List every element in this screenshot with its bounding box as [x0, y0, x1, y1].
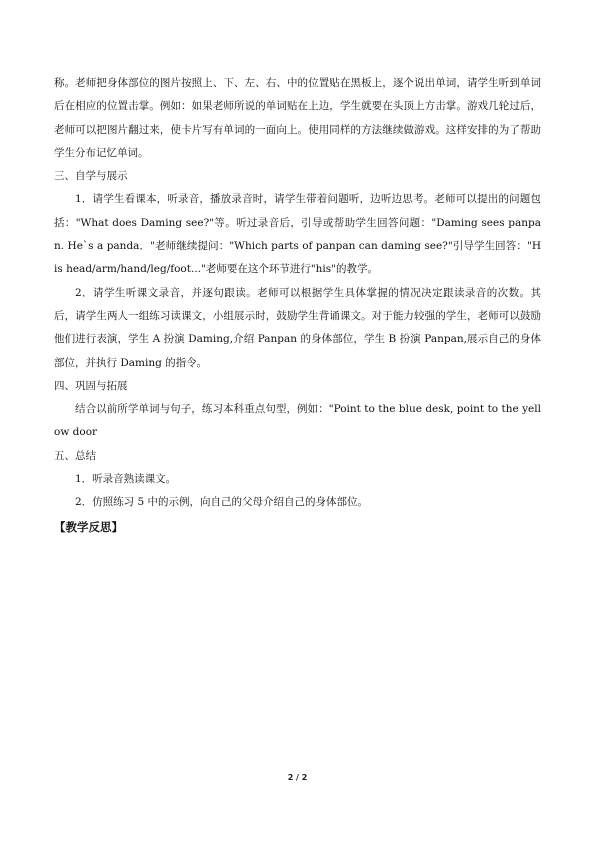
- page-number: 2 / 2: [287, 773, 308, 782]
- document-body: [54, 72, 541, 539]
- section-heading-summary: 五、总结: [54, 449, 96, 462]
- paragraph-summary-item-1: 1．听录音熟读课文。: [75, 473, 177, 486]
- section-heading-teaching-reflection: 【教学反思】: [54, 519, 123, 534]
- paragraph-summary-item-2: 2．仿照练习 5 中的示例，向自己的父母介绍自己的身体部位。: [75, 496, 369, 509]
- paragraph-game-description: 称。老师把身体部位的图片按照上、下、左、右、中的位置贴在黑板上，逐个说出单词，请学生听到单词后在相应的位置击掌。例如：如果老师所说的单词贴在上边，学生就要在头顶上方击掌。游戏几轮过后，老师可以把图片翻过来，使卡片写有单词的一面向上。使用同样的方法继续做游戏。这样安排的为了帮助学生分布记忆单词。: [54, 77, 541, 159]
- section-heading-consolidation: 四、巩固与拓展: [54, 379, 128, 392]
- paragraph-listening-step-2: 2．请学生听课文录音，并逐句跟读。老师可以根据学生具体掌握的情况决定跟读录音的次数。其后，请学生两人一组练习读课文，小组展示时，鼓励学生背诵课文。对于能力较强的学生，老师可以鼓励他们进行表演，学生 A 扮演 Daming,介绍 Panpan 的身体部位，学生 B 扮演 Panpan,展示自己的身体部位，并执行 Daming 的指令。: [54, 286, 541, 369]
- paragraph-listening-step-1: 1．请学生看课本，听录音，播放录音时，请学生带着问题听，边听边思考。老师可以提出的问题包括："What does Daming see?"等。听过录音后，引导或帮助学生回答问题："Daming sees panpan. He`s a panda．"老师继续提问："Which parts of panpan can daming see?"引导学生回答："His head/arm/hand/leg/foot..."老师要在这个环节进行"his"的教学。: [54, 193, 541, 276]
- section-heading-self-study: 三、自学与展示: [54, 170, 128, 183]
- paragraph-consolidation: 结合以前所学单词与句子，练习本科重点句型，例如："Point to the blue desk, point to the yellow door: [54, 403, 541, 439]
